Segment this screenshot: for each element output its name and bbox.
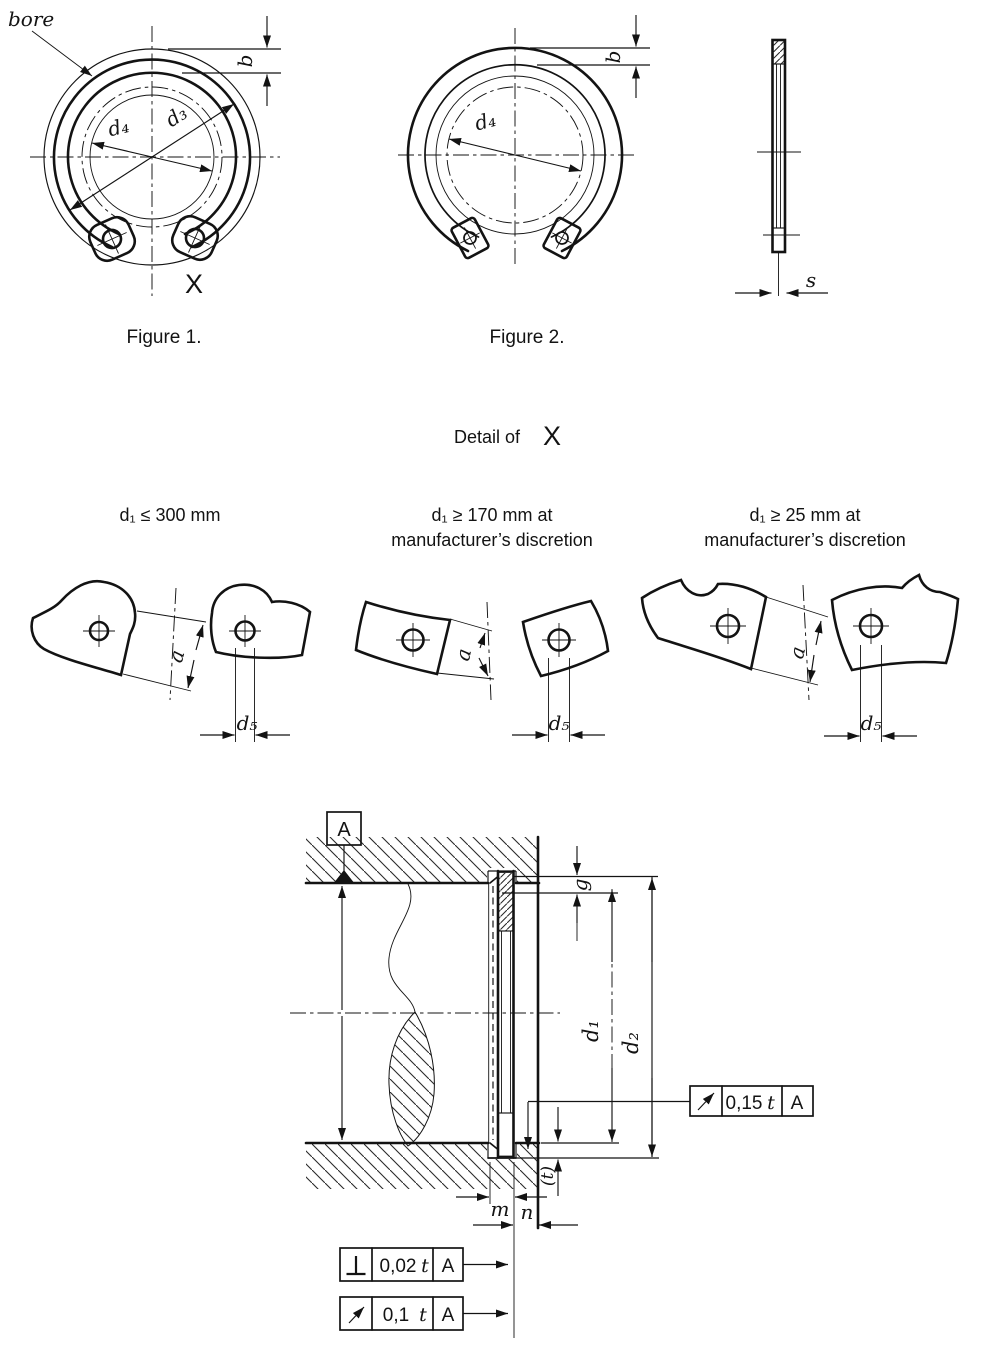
installation-section-view — [290, 812, 813, 1338]
fcf-value: 0,15 — [725, 1093, 763, 1114]
figure2-ring-view — [398, 15, 650, 348]
s-dimension-label: s — [805, 268, 817, 292]
a-dimension-label: a — [450, 646, 477, 663]
fcf-runout-axial — [340, 1297, 508, 1330]
b-dimension-label: b — [601, 50, 625, 64]
fcf-value: 0,02 — [379, 1256, 417, 1277]
g-dimension-label: g — [568, 878, 592, 892]
detail-heading-x: X — [542, 421, 562, 451]
fcf-variable: t — [421, 1255, 429, 1277]
a-dimension-label: a — [784, 643, 811, 661]
d5-dimension-label: d₅ — [236, 711, 258, 735]
ring-side-view — [735, 40, 828, 296]
d4-dimension-label: d₄ — [472, 107, 499, 136]
fcf-variable: t — [767, 1092, 775, 1114]
detail-variant-1 — [32, 505, 310, 742]
d2-dimension-label: d₂ — [619, 1032, 643, 1054]
lug-right — [543, 217, 582, 259]
figure1-caption: Figure 1. — [126, 327, 202, 348]
fcf-value: 0,1 — [382, 1305, 410, 1326]
bore-label: bore — [8, 7, 55, 31]
d1-dimension-label: d₁ — [579, 1020, 603, 1042]
fcf-datum: A — [441, 1305, 455, 1326]
variant3-condition-line1: d₁ ≥ 25 mm at — [749, 505, 861, 525]
n-dimension-label: n — [520, 1200, 534, 1224]
variant1-condition: d₁ ≤ 300 mm — [119, 505, 221, 525]
variant2-condition-line2: manufacturer’s discretion — [391, 530, 593, 550]
d5-dimension-label: d₅ — [548, 711, 570, 735]
figure2-caption: Figure 2. — [489, 327, 565, 348]
circular-runout-icon — [698, 1093, 714, 1110]
t-reference-label: (t) — [538, 1165, 558, 1187]
b-dimension-label: b — [233, 54, 257, 68]
figure1-ring-view — [8, 7, 281, 348]
a-dimension-label: a — [163, 647, 190, 666]
variant2-condition-line1: d₁ ≥ 170 mm at — [431, 505, 553, 525]
detail-variant-3 — [642, 505, 958, 742]
circular-runout-icon — [349, 1307, 364, 1323]
d4-dimension-label: d₄ — [105, 113, 132, 142]
d5-dimension-label: d₅ — [860, 711, 882, 735]
fcf-perpendicularity — [340, 1248, 508, 1281]
detail-heading — [454, 421, 561, 451]
m-dimension-label: m — [490, 1197, 510, 1221]
perpendicularity-icon — [347, 1256, 366, 1274]
fcf-datum: A — [441, 1256, 455, 1277]
variant3-condition-line2: manufacturer’s discretion — [704, 530, 906, 550]
partial-section-leaf — [389, 1012, 434, 1146]
fcf-runout-side — [690, 1086, 813, 1116]
datum-a-label: A — [337, 819, 351, 841]
fcf-variable: t — [419, 1304, 427, 1326]
ring-cross-section — [489, 871, 514, 1158]
gap-reference-x: X — [184, 269, 204, 299]
d3-dimension-label: d₃ — [160, 100, 192, 132]
detail-variant-2 — [356, 505, 608, 742]
fcf-datum: A — [790, 1093, 804, 1114]
detail-heading-text: Detail of — [453, 427, 520, 447]
